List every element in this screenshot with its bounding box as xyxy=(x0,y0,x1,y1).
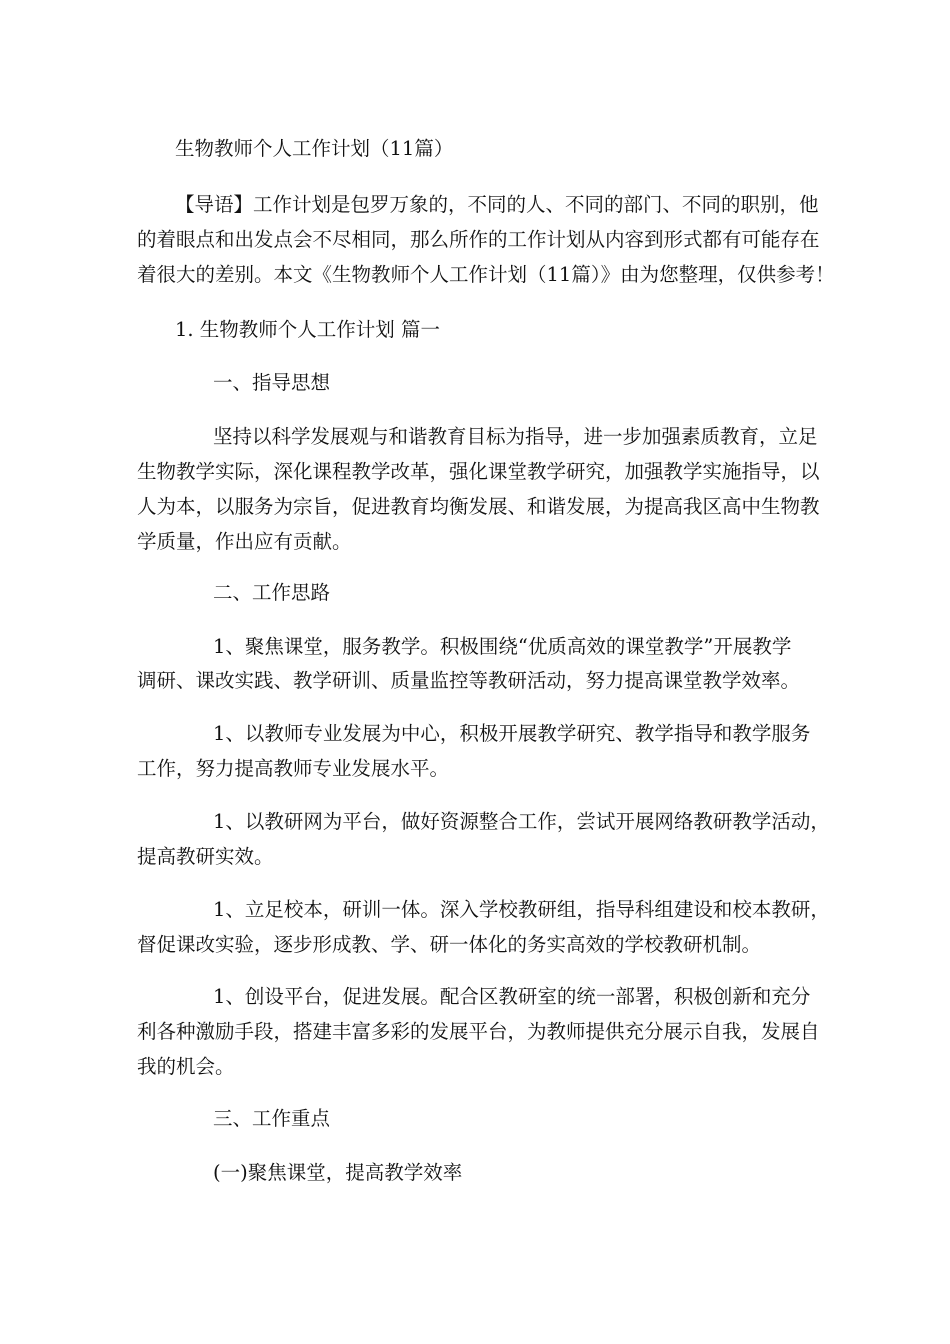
part1-line-4: 学质量，作出应有贡献。 xyxy=(137,530,352,553)
intro-line-3: 着很大的差别。本文《生物教师个人工作计划（11篇）》由为您整理，仅供参考！ xyxy=(137,263,835,286)
part2-item4-line-1: 1、立足校本，研训一体。深入学校教研组，指导科组建设和校本教研， xyxy=(213,898,830,921)
part1-line-3: 人为本，以服务为宗旨，促进教育均衡发展、和谐发展，为提高我区高中生物教 xyxy=(137,495,820,518)
intro-line-2: 的着眼点和出发点会不尽相同，那么所作的工作计划从内容到形式都有可能存在 xyxy=(137,228,820,251)
part2-heading: 二、工作思路 xyxy=(213,581,331,604)
part1-heading: 一、指导思想 xyxy=(213,371,331,394)
document-title: 生物教师个人工作计划（11篇） xyxy=(175,137,454,160)
part2-item1-line-2: 调研、课改实践、教学研训、质量监控等教研活动，努力提高课堂教学效率。 xyxy=(137,669,801,692)
part2-item1-line-1: 1、聚焦课堂，服务教学。积极围绕“优质高效的课堂教学”开展教学 xyxy=(213,635,792,658)
part2-item3-line-1: 1、以教研网为平台，做好资源整合工作，尝试开展网络教研教学活动， xyxy=(213,810,830,833)
part2-item4-line-2: 督促课改实验，逐步形成教、学、研一体化的务实高效的学校教研机制。 xyxy=(137,933,762,956)
part2-item3-line-2: 提高教研实效。 xyxy=(137,845,274,868)
part1-line-1: 坚持以科学发展观与和谐教育目标为指导，进一步加强素质教育，立足 xyxy=(213,425,818,448)
part2-item5-line-2: 利各种激励手段，搭建丰富多彩的发展平台，为教师提供充分展示自我，发展自 xyxy=(137,1020,820,1043)
intro-line-1: 【导语】工作计划是包罗万象的，不同的人、不同的部门、不同的职别，他 xyxy=(175,193,819,216)
part2-item2-line-2: 工作，努力提高教师专业发展水平。 xyxy=(137,757,450,780)
part3-heading: 三、工作重点 xyxy=(213,1107,331,1130)
part1-line-2: 生物教学实际，深化课程教学改革，强化课堂教学研究，加强教学实施指导，以 xyxy=(137,460,820,483)
part3-subheading: (一)聚焦课堂，提高教学效率 xyxy=(213,1161,463,1184)
part2-item5-line-3: 我的机会。 xyxy=(137,1055,235,1078)
section-heading: 1. 生物教师个人工作计划 篇一 xyxy=(175,318,441,341)
part2-item2-line-1: 1、以教师专业发展为中心，积极开展教学研究、教学指导和教学服务 xyxy=(213,722,811,745)
part2-item5-line-1: 1、创设平台，促进发展。配合区教研室的统一部署，积极创新和充分 xyxy=(213,985,811,1008)
